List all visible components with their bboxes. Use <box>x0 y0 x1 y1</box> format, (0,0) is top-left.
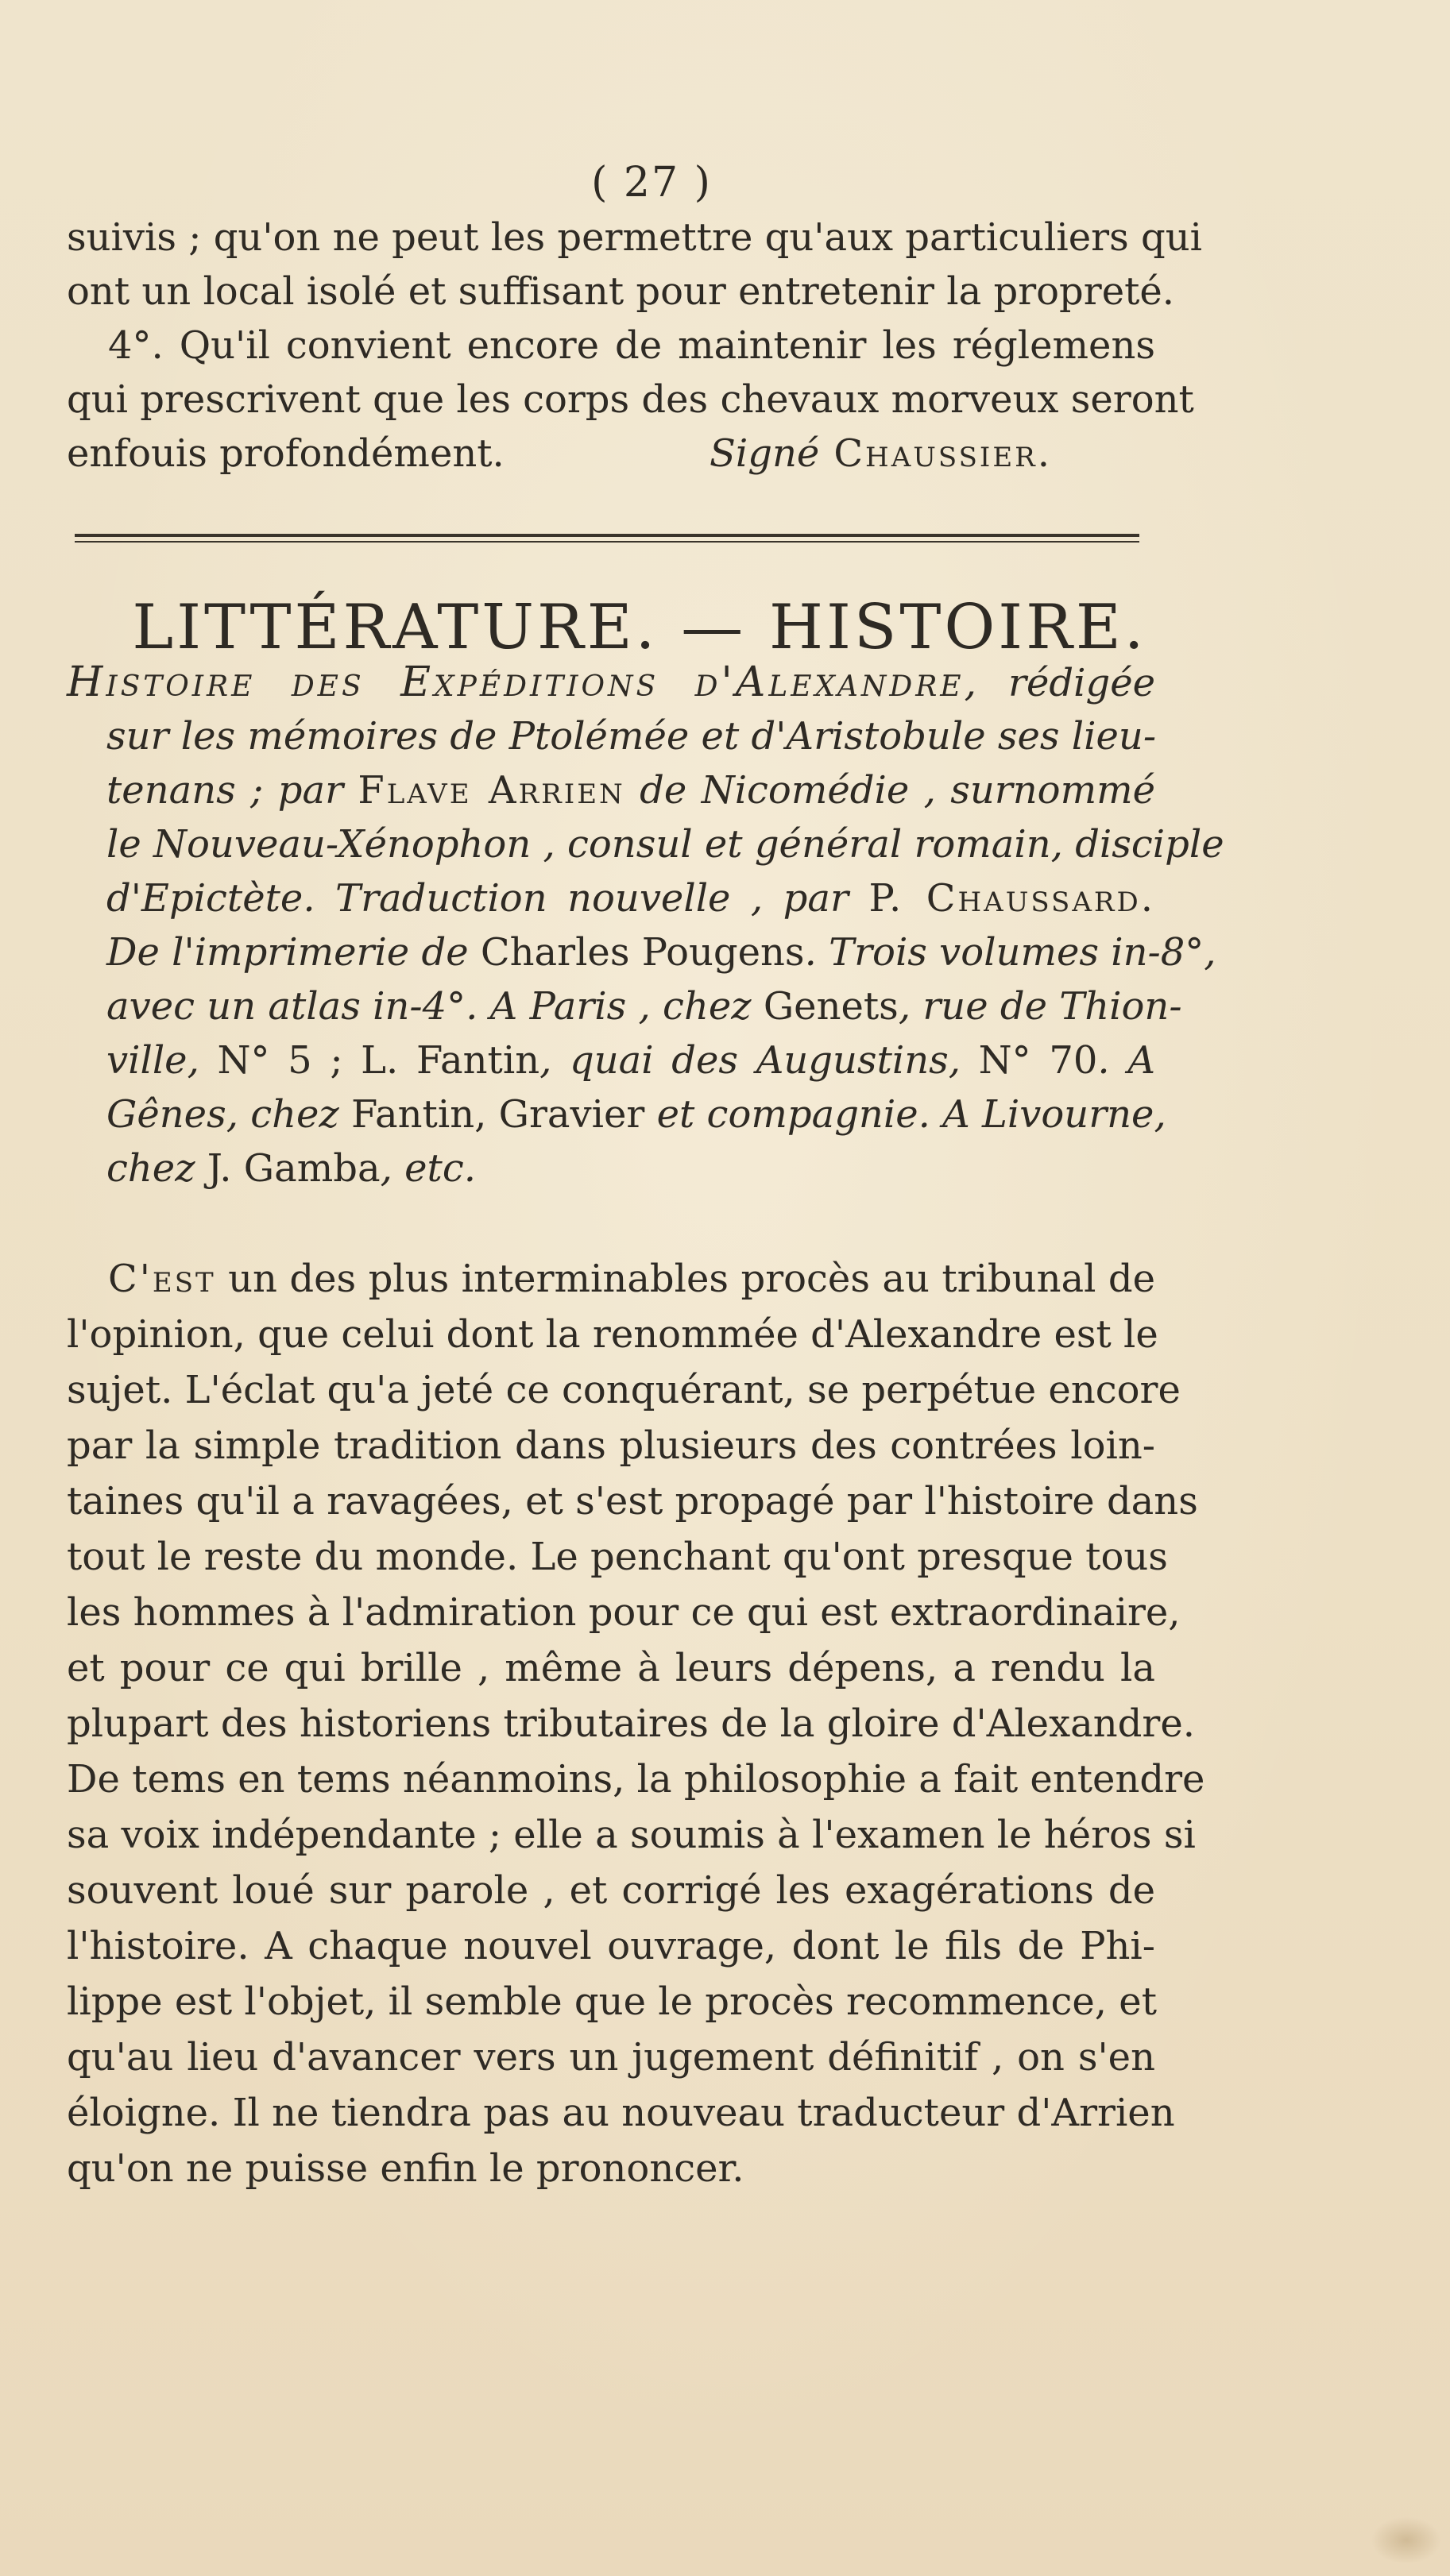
divider-thick-line <box>75 534 1139 537</box>
body-line: par la simple tradition dans plusieurs des contrées loin- <box>67 1423 1155 1468</box>
book-title: Histoire des Expéditions d'Alexandre <box>67 658 965 706</box>
bib-line: De l'imprimerie de Charles Pougens. Trois volumes in-8°, <box>106 930 1216 975</box>
bib-line: avec un atlas in-4°. A Paris , chez Genets, rue de Thion- <box>106 984 1182 1029</box>
intro-line: qui prescrivent que les corps des chevaux morveux seront <box>67 377 1194 422</box>
body-line: lippe est l'objet, il semble que le procès recommence, et <box>67 1979 1157 2024</box>
body-line: tout le reste du monde. Le penchant qu'ont presque tous <box>67 1535 1168 1579</box>
body-line: taines qu'il a ravagées, et s'est propagé par l'histoire dans <box>67 1479 1198 1524</box>
body-line: sujet. L'éclat qu'a jeté ce conquérant, se perpétue encore <box>67 1368 1181 1412</box>
bib-line: sur les mémoires de Ptolémée et d'Aristobule ses lieu- <box>106 714 1157 759</box>
bib-line: d'Epictète. Traduction nouvelle , par P. Chaussard. <box>106 876 1156 921</box>
body-line: C'est un des plus interminables procès au tribunal de <box>108 1257 1155 1301</box>
intro-paragraph <box>67 210 1202 481</box>
bib-line: Histoire des Expéditions d'Alexandre, rédigée <box>67 658 1155 706</box>
body-paragraph <box>67 1251 1205 2196</box>
body-line: souvent loué sur parole , et corrigé les exagérations de <box>67 1868 1155 1913</box>
author-name: Flave Arrien <box>358 768 625 813</box>
bibliographic-entry <box>67 655 1224 1195</box>
bib-line: le Nouveau-Xénophon , consul et général romain, disciple <box>106 822 1224 867</box>
translator-name: P. Chaussard. <box>868 876 1156 921</box>
body-line: sa voix indépendante ; elle a soumis à l'examen le héros si <box>67 1813 1196 1857</box>
body-line: De tems en tems néanmoins, la philosophie a fait entendre <box>67 1757 1205 1802</box>
bib-line: ville, N° 5 ; L. Fantin, quai des Augustins, N° 70. A <box>106 1038 1156 1083</box>
body-line: plupart des historiens tributaires de la gloire d'Alexandre. <box>67 1701 1196 1746</box>
body-line: éloigne. Il ne tiendra pas au nouveau traducteur d'Arrien <box>67 2091 1175 2135</box>
bib-line: chez J. Gamba, etc. <box>106 1146 476 1191</box>
signed-label: Signé <box>710 431 820 476</box>
intro-line: 4°. Qu'il convient encore de maintenir les réglemens <box>108 323 1155 368</box>
publisher-name: Genets <box>763 984 899 1029</box>
printer-name: Charles Pougens <box>480 930 805 975</box>
body-line: qu'au lieu d'avancer vers un jugement définitif , on s'en <box>67 2035 1155 2080</box>
drop-word: C'est <box>108 1257 216 1301</box>
signature-row <box>67 427 1052 481</box>
page-number: ( 27 ) <box>591 159 712 207</box>
body-line: qu'on ne puisse enfin le prononcer. <box>67 2146 744 2191</box>
body-line: les hommes à l'admiration pour ce qui est extraordinaire, <box>67 1590 1181 1635</box>
paper-stain <box>1371 2516 1442 2564</box>
divider-thin-line <box>75 541 1139 543</box>
section-title: LITTÉRATURE. — HISTOIRE. <box>132 592 1147 663</box>
signature <box>710 427 1052 481</box>
bib-line: Gênes, chez Fantin, Gravier et compagnie. A Livourne, <box>106 1092 1166 1137</box>
body-line: l'opinion, que celui dont la renommée d'Alexandre est le <box>67 1312 1158 1357</box>
body-line: l'histoire. A chaque nouvel ouvrage, dont le fils de Phi- <box>67 1924 1155 1968</box>
signed-name: Chaussier. <box>833 431 1052 476</box>
body-line: et pour ce qui brille , même à leurs dépens, a rendu la <box>67 1646 1155 1690</box>
bib-line: tenans ; par Flave Arrien de Nicomédie , surnommé <box>106 768 1155 813</box>
intro-last-line: enfouis profondément. <box>67 431 505 476</box>
intro-line: ont un local isolé et suffisant pour entretenir la propreté. <box>67 269 1175 314</box>
intro-line: suivis ; qu'on ne peut les permettre qu'aux particuliers qui <box>67 215 1202 260</box>
section-divider <box>75 534 1139 545</box>
